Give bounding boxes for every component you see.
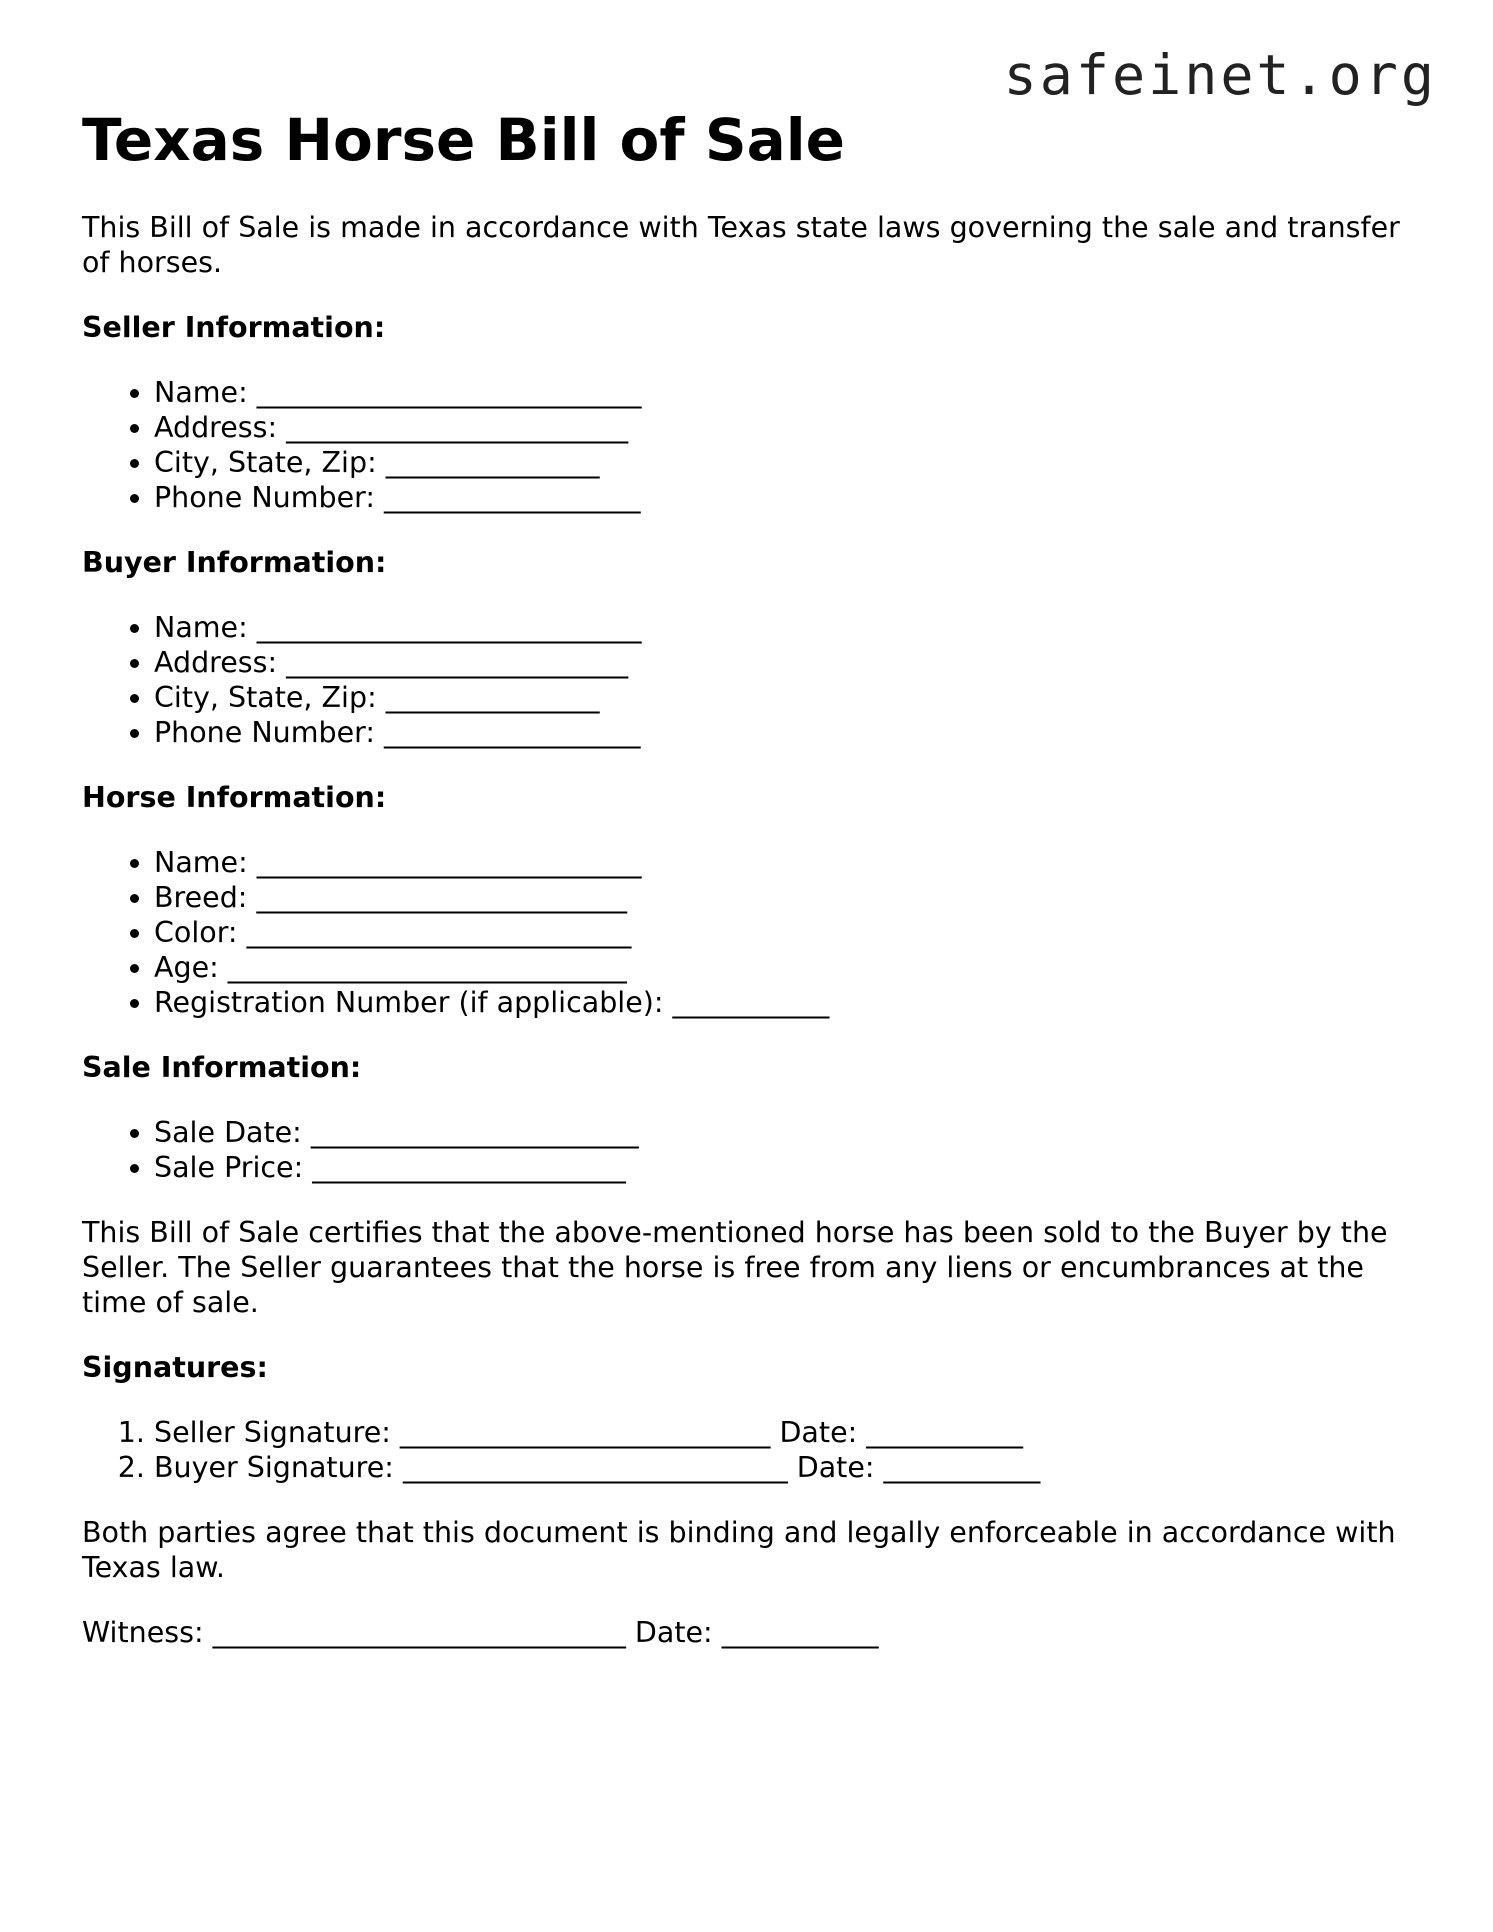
signatures-list	[82, 1415, 1422, 1485]
seller-list	[82, 375, 1422, 515]
horse-registration-field[interactable]: • Registration Number (if applicable): ___________	[154, 985, 1422, 1020]
buyer-name-field[interactable]: • Name: ___________________________	[154, 610, 1422, 645]
sale-date-field[interactable]: • Sale Date: _______________________	[154, 1115, 1422, 1150]
seller-city-state-zip-field[interactable]: • City, State, Zip: _______________	[154, 445, 1422, 480]
page-title: Texas Horse Bill of Sale	[82, 106, 845, 174]
horse-color-field[interactable]: • Color: ___________________________	[154, 915, 1422, 950]
seller-signature-field[interactable]: 1. Seller Signature: __________________________ Date: ___________	[154, 1415, 1422, 1450]
agreement-paragraph: Both parties agree that this document is binding and legally enforceable in accordance with Texas law.	[82, 1516, 1396, 1584]
document-page	[82, 100, 1422, 1650]
horse-age-field[interactable]: • Age: ____________________________	[154, 950, 1422, 985]
signatures-heading: Signatures:	[82, 1351, 268, 1384]
sale-price-field[interactable]: • Sale Price: ______________________	[154, 1150, 1422, 1185]
buyer-city-state-zip-field[interactable]: • City, State, Zip: _______________	[154, 680, 1422, 715]
buyer-list	[82, 610, 1422, 750]
horse-breed-field[interactable]: • Breed: __________________________	[154, 880, 1422, 915]
watermark-logo: safeinet.org	[1003, 43, 1437, 107]
witness-field[interactable]: Witness: _____________________________ Date: ___________	[82, 1616, 879, 1649]
sale-list	[82, 1115, 1422, 1185]
seller-address-field[interactable]: • Address: ________________________	[154, 410, 1422, 445]
horse-name-field[interactable]: • Name: ___________________________	[154, 845, 1422, 880]
buyer-heading: Buyer Information:	[82, 546, 387, 579]
buyer-address-field[interactable]: • Address: ________________________	[154, 645, 1422, 680]
seller-name-field[interactable]: • Name: ___________________________	[154, 375, 1422, 410]
intro-paragraph: This Bill of Sale is made in accordance with Texas state laws governing the sale and transfer of horses.	[82, 211, 1400, 279]
seller-phone-field[interactable]: • Phone Number: __________________	[154, 480, 1422, 515]
sale-heading: Sale Information:	[82, 1051, 362, 1084]
horse-heading: Horse Information:	[82, 781, 387, 814]
seller-heading: Seller Information:	[82, 311, 386, 344]
certification-paragraph: This Bill of Sale certifies that the above-mentioned horse has been sold to the Buyer by the Seller. The Seller guarantees that the horse is free from any liens or encumbrances at the time of sale.	[82, 1216, 1388, 1319]
horse-list	[82, 845, 1422, 1020]
buyer-phone-field[interactable]: • Phone Number: __________________	[154, 715, 1422, 750]
buyer-signature-field[interactable]: 2. Buyer Signature: ___________________________ Date: ___________	[154, 1450, 1422, 1485]
